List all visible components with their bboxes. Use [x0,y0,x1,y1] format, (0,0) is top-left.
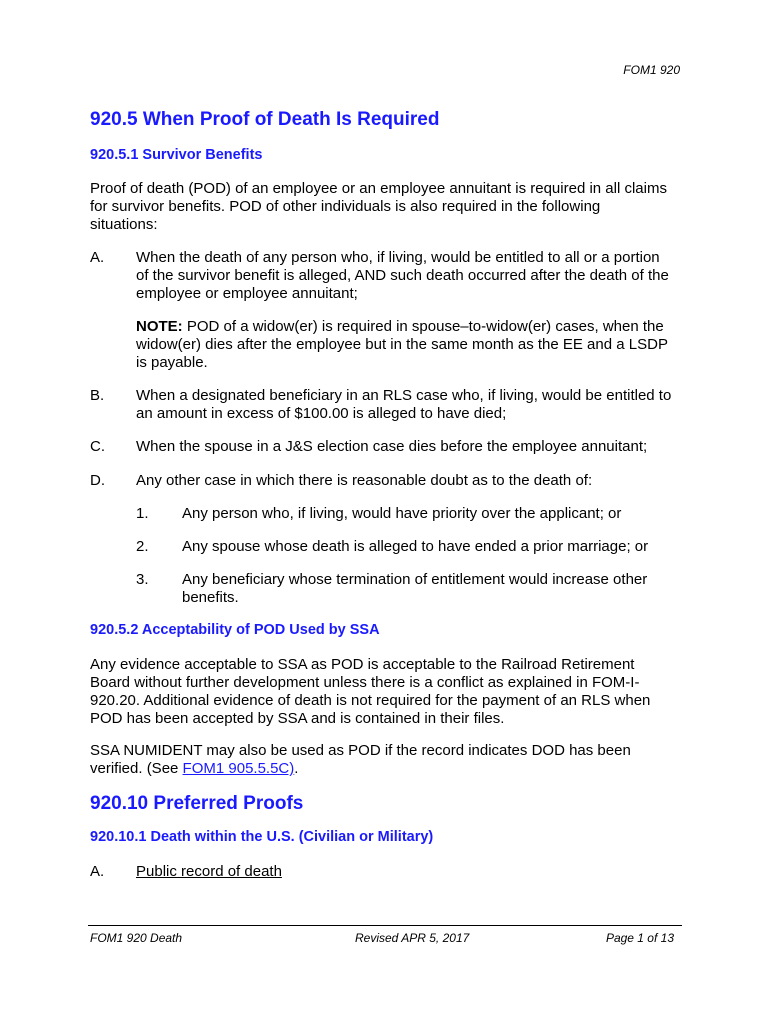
list-item-text [136,249,686,303]
list-label: C. [90,438,105,455]
list-item-text: Any other case in which there is reasonable doubt as to the death of: [136,472,593,489]
fom1-905-link[interactable]: FOM1 905.5.5C) [182,760,295,777]
subsection-title-920-5-2: 920.5.2 Acceptability of POD Used by SSA [90,622,380,638]
footer-center: Revised APR 5, 2017 [355,931,470,945]
item-a-line-3: employee or employee annuitant; [136,285,358,302]
item-a-line-1: When the death of any person who, if living, would be entitled to all or a portion [136,249,660,266]
list-label: B. [90,387,105,404]
section-title-920-10: 920.10 Preferred Proofs [90,793,304,814]
intro-line-1: Proof of death (POD) of an employee or an employee annuitant is required in all claims [90,180,667,197]
public-record-text: Public record of death [136,863,282,880]
intro-line-2: for survivor benefits. POD of other individuals is also required in the following [90,198,601,215]
sub-label: 3. [136,571,149,588]
sub-label: 2. [136,538,149,555]
subsection-title-920-10-1: 920.10.1 Death within the U.S. (Civilian or Military) [90,829,434,845]
list-label: D. [90,472,105,489]
sub-item-text: Any spouse whose death is alleged to have ended a prior marriage; or [182,538,649,555]
ssa-pod-paragraph [90,656,690,728]
item-b-line-2: an amount in excess of $100.00 is alleged to have died; [136,405,507,422]
numident-paragraph [90,742,690,778]
note-label: NOTE: [136,318,183,335]
ssa-pod-line-1: Any evidence acceptable to SSA as POD is acceptable to the Railroad Retirement [90,656,635,673]
ssa-pod-line-2: Board without further development unless there is a conflict as explained in FOM-I- [90,674,640,691]
note-line-1: POD of a widow(er) is required in spouse–to-widow(er) cases, when the [182,318,664,335]
ssa-pod-line-4: POD has been accepted by SSA and is contained in their files. [90,710,505,727]
numident-line-2-text: verified. (See [90,760,183,777]
note-block [136,318,686,372]
footer-left: FOM1 920 Death [90,931,183,945]
item-a-line-2: of the survivor benefit is alleged, AND such death occurred after the death of the [136,267,669,284]
item-b-line-1: When a designated beneficiary in an RLS case who, if living, would be entitled to [136,387,672,404]
header-code: FOM1 920 [623,63,680,77]
section-title-920-5: 920.5 When Proof of Death Is Required [90,109,440,130]
intro-line-3: situations: [90,216,158,233]
survivor-benefits-intro [90,180,690,234]
note-line-3: is payable. [136,354,208,371]
sub-item-text: Any person who, if living, would have priority over the applicant; or [182,505,622,522]
list-item-text [136,387,686,423]
sub-item-text [182,571,682,607]
footer-page-number: Page 1 of 13 [605,931,674,945]
subsection-title-920-5-1: 920.5.1 Survivor Benefits [90,147,263,163]
numident-line-1: SSA NUMIDENT may also be used as POD if the record indicates DOD has been [90,742,631,759]
sub-3-line-1: Any beneficiary whose termination of entitlement would increase other [182,571,648,588]
sub-label: 1. [136,505,149,522]
list-label: A. [90,863,105,880]
ssa-pod-line-3: 920.20. Additional evidence of death is not required for the payment of an RLS when [90,692,651,709]
numident-line-2-end: . [294,760,299,777]
list-label: A. [90,249,105,266]
note-line-2: widow(er) dies after the employee but in the same month as the EE and a LSDP [136,336,668,353]
footer-divider [88,925,682,926]
numident-line-2 [90,760,690,778]
sub-3-line-2: benefits. [182,589,239,606]
list-item-text: When the spouse in a J&S election case dies before the employee annuitant; [136,438,648,455]
